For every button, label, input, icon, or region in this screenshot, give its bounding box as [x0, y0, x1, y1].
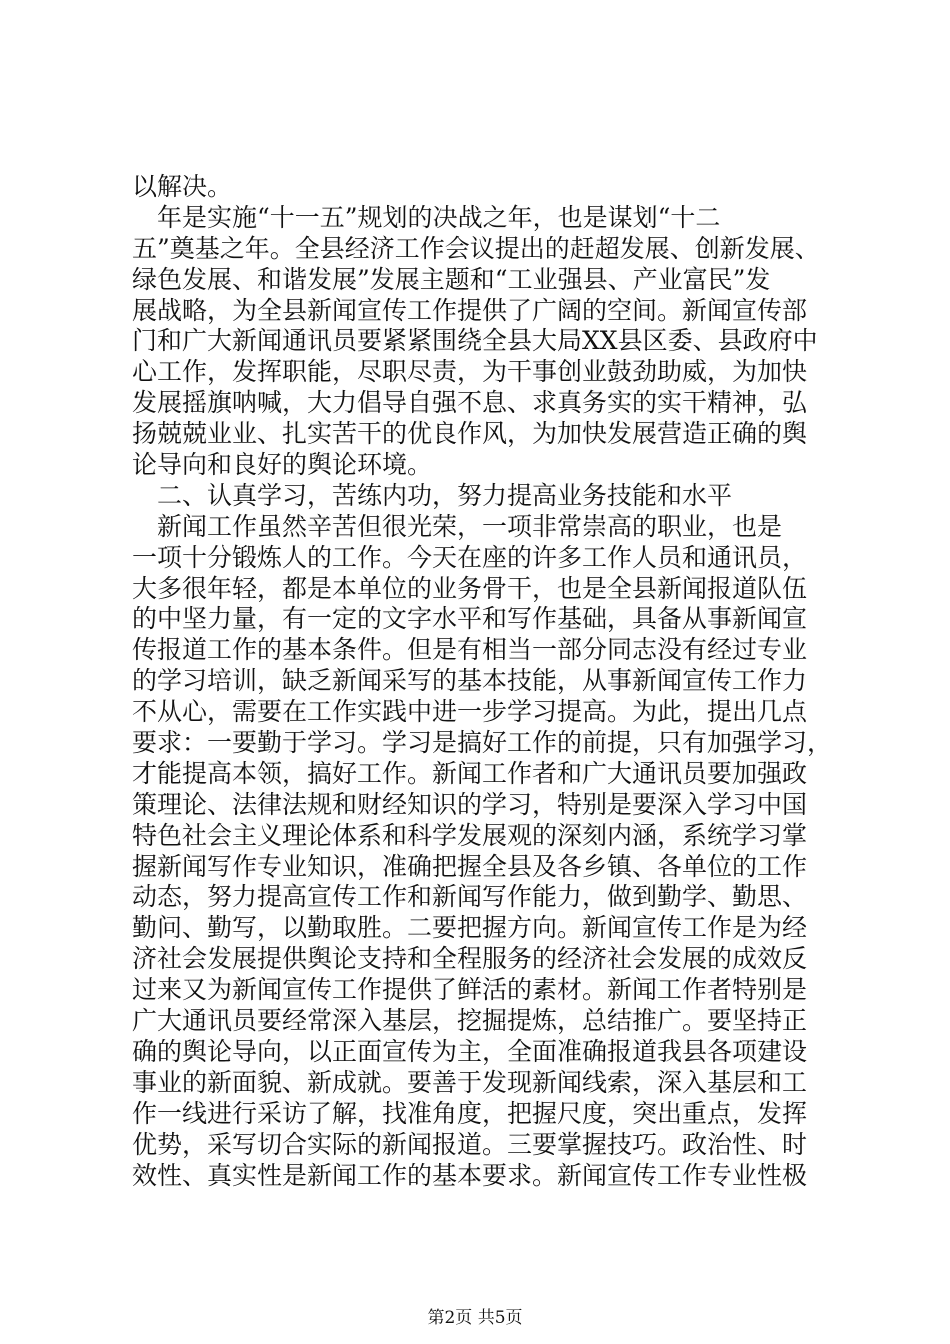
text-line: 发展摇旗呐喊，大力倡导自强不息、求真务实的实干精神，弘: [132, 388, 808, 418]
text-line: 的中坚力量，有一定的文字水平和写作基础，具备从事新闻宣: [132, 604, 808, 634]
text-line: 握新闻写作专业知识，准确把握全县及各乡镇、各单位的工作: [132, 851, 808, 881]
text-line: 传报道工作的基本条件。但是有相当一部分同志没有经过专业: [132, 635, 808, 665]
text-line: 一项十分锻炼人的工作。今天在座的许多工作人员和通讯员，: [132, 542, 808, 572]
text-line: 作一线进行采访了解，找准角度，把握尺度，突出重点，发挥: [132, 1098, 808, 1128]
text-line: 优势，采写切合实际的新闻报道。三要掌握技巧。政治性、时: [132, 1129, 808, 1159]
document-body: [132, 172, 832, 1191]
text-line: 特色社会主义理论体系和科学发展观的深刻内涵，系统学习掌: [132, 820, 808, 850]
text-line: 策理论、法律法规和财经知识的学习，特别是要深入学习中国: [132, 789, 808, 819]
text-line: 才能提高本领，搞好工作。新闻工作者和广大通讯员要加强政: [132, 758, 808, 788]
text-line: 广大通讯员要经常深入基层，挖掘提炼，总结推广。要坚持正: [132, 1006, 808, 1036]
section-heading: 二、认真学习，苦练内功，努力提高业务技能和水平: [132, 480, 733, 510]
text-line: 大多很年轻，都是本单位的业务骨干，也是全县新闻报道队伍: [132, 573, 808, 603]
text-line: 绿色发展、和谐发展”发展主题和“工业强县、产业富民”发: [132, 264, 771, 294]
text-line: 门和广大新闻通讯员要紧紧围绕全县大局XX县区委、县政府中: [132, 326, 818, 356]
text-line: 心工作，发挥职能，尽职尽责，为干事创业鼓劲助威，为加快: [132, 357, 808, 387]
text-line: 扬兢兢业业、扎实苦干的优良作风，为加快发展营造正确的舆: [132, 419, 808, 449]
text-line: 过来又为新闻宣传工作提供了鲜活的素材。新闻工作者特别是: [132, 975, 808, 1005]
text-line: 新闻工作虽然辛苦但很光荣，一项非常崇高的职业，也是: [132, 511, 783, 541]
text-line: 年是实施“十一五”规划的决战之年，也是谋划“十二: [132, 202, 721, 232]
text-line: 确的舆论导向，以正面宣传为主，全面准确报道我县各项建设: [132, 1036, 808, 1066]
page-number-footer: 第2页 共5页: [427, 1308, 523, 1328]
text-line: 以解决。: [132, 172, 233, 201]
text-line: 事业的新面貌、新成就。要善于发现新闻线索，深入基层和工: [132, 1067, 808, 1097]
text-line: 论导向和良好的舆论环境。: [132, 450, 433, 480]
text-line: 五”奠基之年。全县经济工作会议提出的赶超发展、创新发展、: [132, 233, 820, 263]
text-line: 动态，努力提高宣传工作和新闻写作能力，做到勤学、勤思、: [132, 882, 808, 912]
text-line: 济社会发展提供舆论支持和全程服务的经济社会发展的成效反: [132, 944, 808, 974]
text-line: 勤问、勤写，以勤取胜。二要把握方向。新闻宣传工作是为经: [132, 913, 808, 943]
text-line: 要求：一要勤于学习。学习是搞好工作的前提，只有加强学习，: [132, 728, 833, 758]
text-line: 的学习培训，缺乏新闻采写的基本技能，从事新闻宣传工作力: [132, 666, 808, 696]
text-line: 效性、真实性是新闻工作的基本要求。新闻宣传工作专业性极: [132, 1160, 808, 1190]
text-line: 展战略，为全县新闻宣传工作提供了广阔的空间。新闻宣传部: [132, 295, 808, 325]
text-line: 不从心，需要在工作实践中进一步学习提高。为此，提出几点: [132, 697, 808, 727]
